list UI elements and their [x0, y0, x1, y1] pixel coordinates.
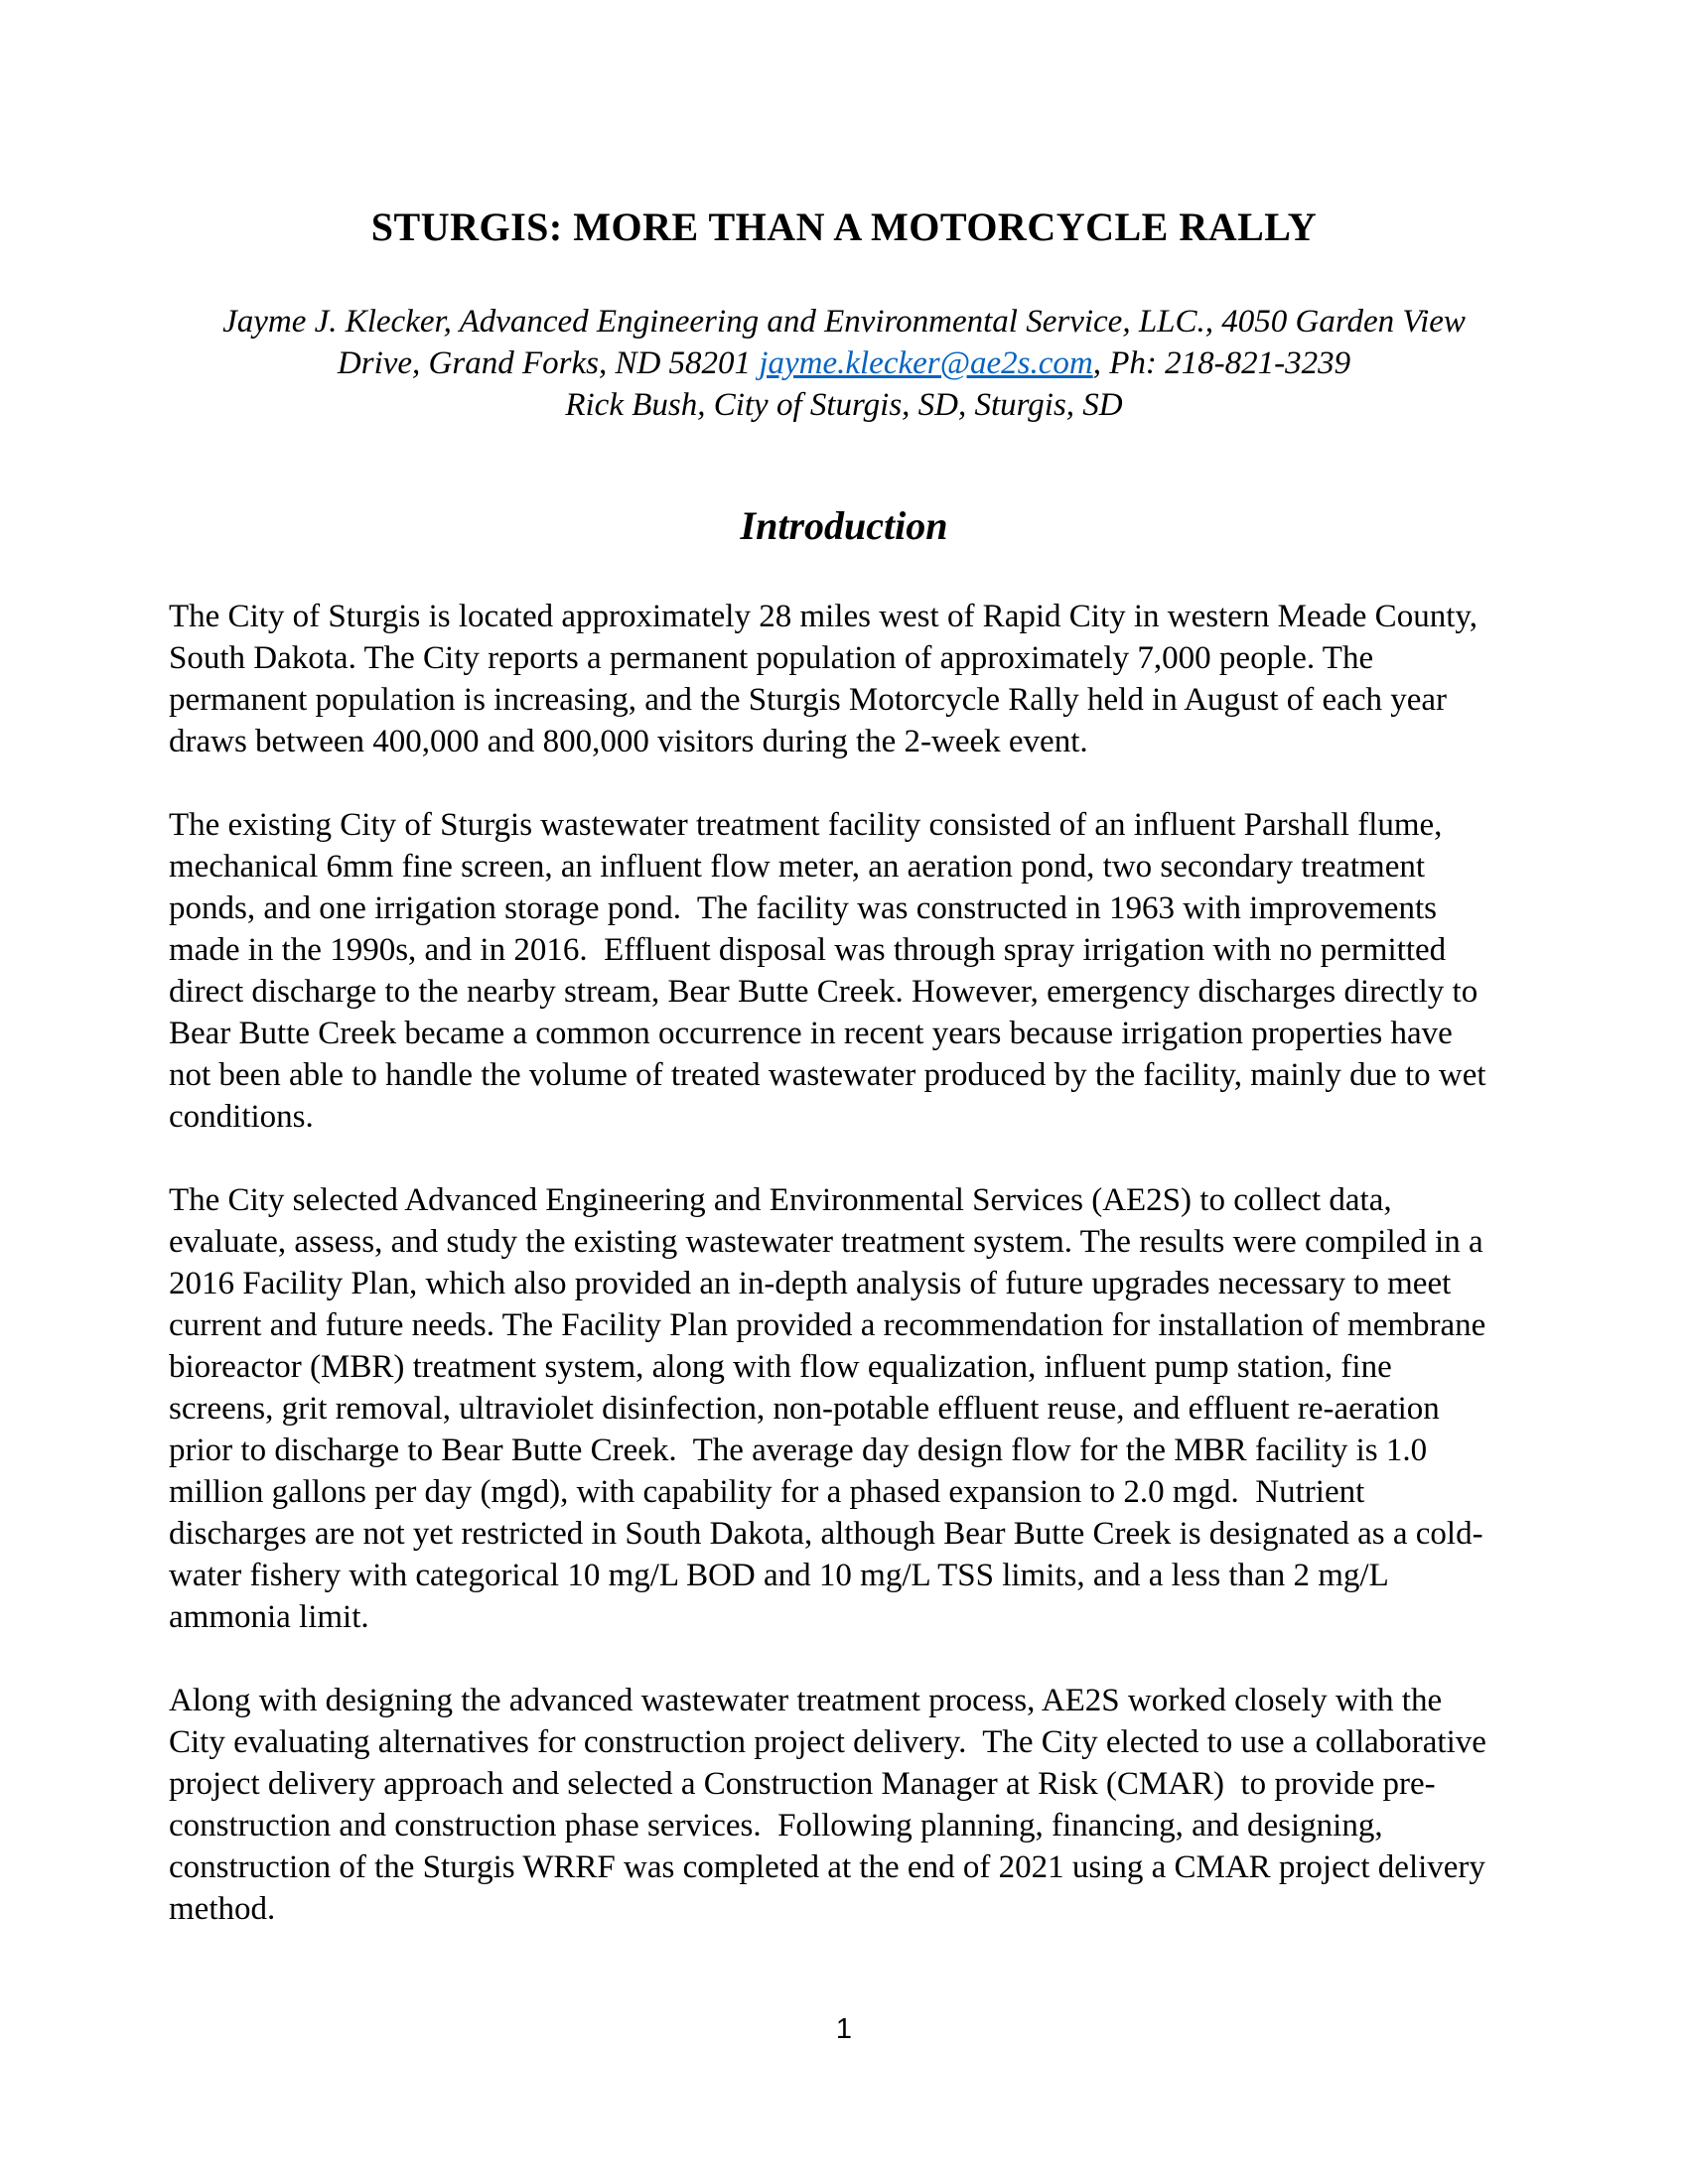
author-line-1: Jayme J. Klecker, Advanced Engineering and Environmental Service, LLC., 4050 Garden View	[222, 304, 1466, 340]
paragraph-project-delivery: Along with designing the advanced wastewater treatment process, AE2S worked closely with the City evaluating alternatives for construction project delivery. The City elected to use a collaborative project delivery approach and selected a Construction Manager at Risk (CMAR) to provide pre-construction and construction phase services. Following planning, financing, and designing, construction of the Sturgis WRRF was completed at the end of 2021 using a CMAR project delivery method.	[169, 1683, 1495, 1927]
paragraph-facility-plan: The City selected Advanced Engineering and Environmental Services (AE2S) to collect data, evaluate, assess, and study the existing wastewater treatment system. The results were compiled in a 2016 Facility Plan, which also provided an in-depth analysis of future upgrades necessary to meet current and future needs. The Facility Plan provided a recommendation for installation of membrane bioreactor (MBR) treatment system, along with flow equalization, influent pump station, fine screens, grit removal, ultraviolet disinfection, non-potable effluent reuse, and effluent re-aeration prior to discharge to Bear Butte Creek. The average day design flow for the MBR facility is 1.0 million gallons per day (mgd), with capability for a phased expansion to 2.0 mgd. Nutrient discharges are not yet restricted in South Dakota, although Bear Butte Creek is designated as a cold-water fishery with categorical 10 mg/L BOD and 10 mg/L TSS limits, and a less than 2 mg/L ammonia limit.	[169, 1182, 1494, 1635]
author-line-3: Rick Bush, City of Sturgis, SD, Sturgis, SD	[565, 387, 1123, 423]
page-number: 1	[835, 2013, 853, 2045]
author-phone-text: , Ph: 218-821-3239	[1092, 345, 1351, 381]
section-heading-introduction: Introduction	[740, 503, 948, 548]
author-block	[0, 301, 1688, 426]
paragraph-intro-location: The City of Sturgis is located approximately 28 miles west of Rapid City in western Meade County, South Dakota. The City reports a permanent population of approximately 7,000 people. The permanent population is increasing, and the Sturgis Motorcycle Rally held in August of each year draws between 400,000 and 800,000 visitors during the 2-week event.	[169, 599, 1486, 759]
email-link[interactable]: jayme.klecker@ae2s.com	[759, 345, 1093, 381]
author-line-2	[0, 342, 1688, 384]
author-address-text: Drive, Grand Forks, ND 58201	[337, 345, 760, 381]
document-body	[169, 596, 1499, 1930]
document-title: STURGIS: MORE THAN A MOTORCYCLE RALLY	[370, 205, 1318, 249]
paragraph-existing-facility: The existing City of Sturgis wastewater treatment facility consisted of an influent Parshall flume, mechanical 6mm fine screen, an influent flow meter, an aeration pond, two secondary treatment ponds, and one irrigation storage pond. The facility was constructed in 1963 with improvements made in the 1990s, and in 2016. Effluent disposal was through spray irrigation with no permitted direct discharge to the nearby stream, Bear Butte Creek. However, emergency discharges directly to Bear Butte Creek became a common occurrence in recent years because irrigation properties have not been able to handle the volume of treated wastewater produced by the facility, mainly due to wet conditions.	[169, 807, 1494, 1135]
